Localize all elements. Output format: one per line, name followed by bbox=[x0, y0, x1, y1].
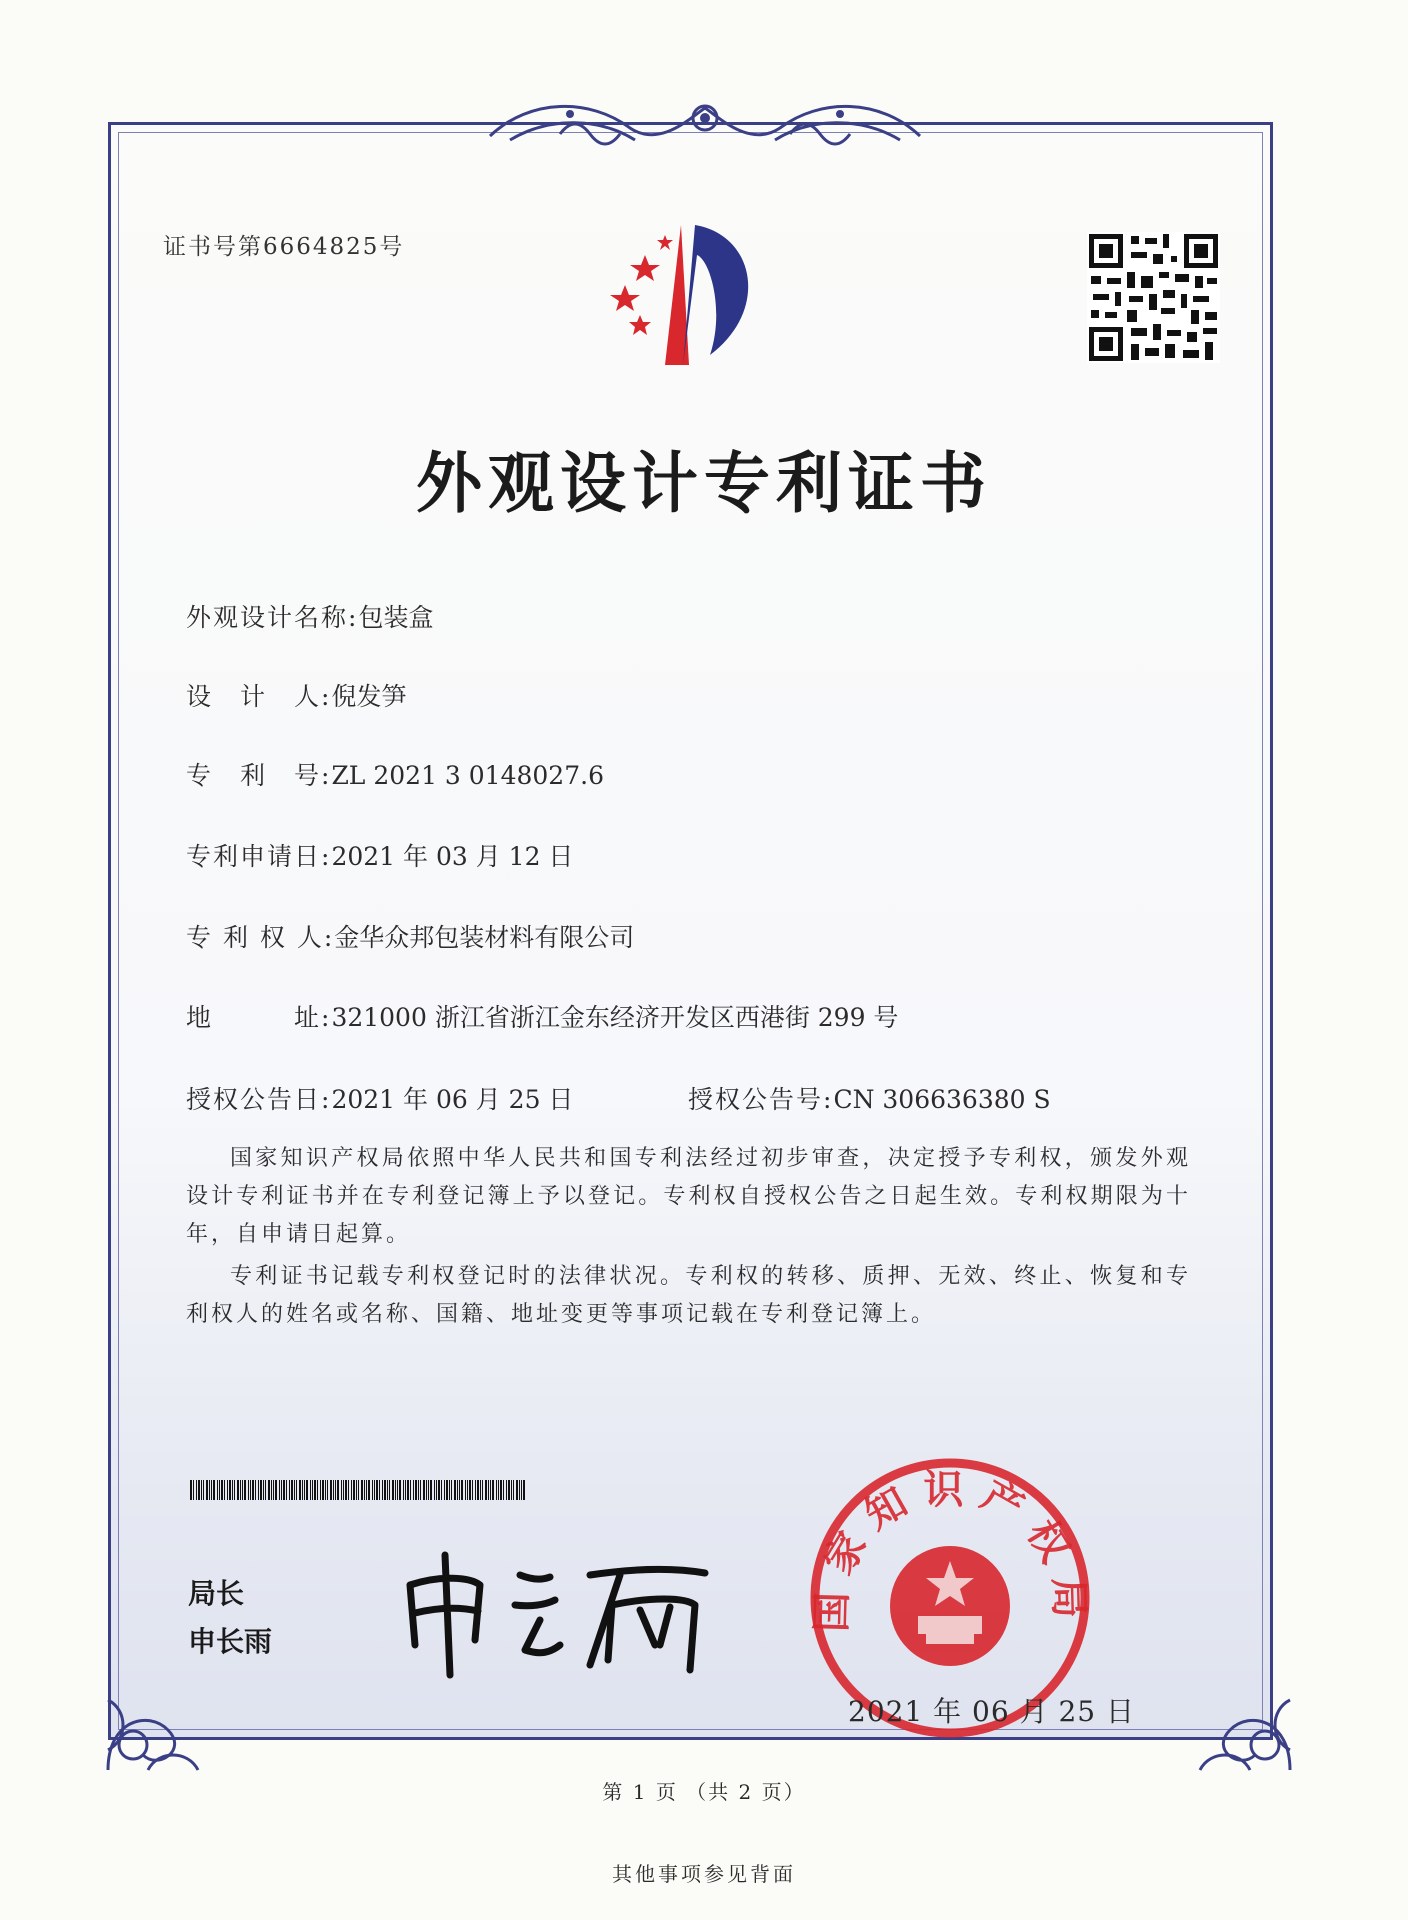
top-ornament bbox=[470, 88, 940, 168]
patentee-value: 金华众邦包装材料有限公司 bbox=[334, 923, 635, 952]
director-name: 申长雨 bbox=[188, 1625, 273, 1658]
field-design-name bbox=[186, 598, 433, 634]
paragraph-legal-status: 专利证书记载专利权登记时的法律状况。专利权的转移、质押、无效、终止、恢复和专利权人的姓名或名称、国籍、地址变更等事项记载在专利登记簿上。 bbox=[186, 1264, 1191, 1327]
design-name-value: 包装盒 bbox=[358, 603, 434, 632]
page-number: 第 1 页 （共 2 页） bbox=[602, 1780, 806, 1804]
grant-date-value: 2021 年 06 月 25 日 bbox=[331, 1085, 574, 1114]
field-designer bbox=[186, 677, 406, 713]
field-filing-date bbox=[186, 837, 573, 873]
field-patent-number bbox=[186, 756, 604, 792]
designer-value: 倪发笋 bbox=[331, 682, 407, 711]
field-address bbox=[186, 998, 898, 1034]
grant-number-label: 授权公告号: bbox=[688, 1085, 834, 1114]
certificate-number: 证书号第6664825号 bbox=[163, 234, 405, 260]
certificate-title: 外观设计专利证书 bbox=[416, 444, 992, 522]
address-value: 321000 浙江省浙江金东经济开发区西港街 299 号 bbox=[331, 1003, 899, 1032]
grant-number-value: CN 306636380 S bbox=[833, 1085, 1051, 1114]
patentee-label: 专 利 权 人: bbox=[186, 923, 335, 952]
qr-code bbox=[1087, 232, 1220, 363]
corner-ornament-bottom-left bbox=[88, 1640, 238, 1790]
patent-office-emblem bbox=[585, 215, 790, 375]
seal-date: 2021 年 06 月 25 日 bbox=[848, 1695, 1136, 1728]
field-patentee bbox=[186, 918, 634, 954]
corner-ornament-bottom-right bbox=[1160, 1640, 1310, 1790]
patent-number-value: ZL 2021 3 0148027.6 bbox=[331, 761, 604, 790]
director-signature bbox=[390, 1545, 720, 1680]
seal-text: 国家知识产权局 bbox=[808, 1467, 1093, 1633]
field-grant-date bbox=[186, 1080, 573, 1116]
field-grant-number bbox=[688, 1080, 1051, 1116]
designer-label: 设 计 人: bbox=[186, 682, 332, 711]
design-name-label: 外观设计名称: bbox=[186, 603, 359, 632]
barcode bbox=[190, 1480, 526, 1500]
address-label: 地 址: bbox=[186, 1003, 332, 1032]
patent-number-label: 专 利 号: bbox=[186, 761, 332, 790]
director-title: 局长 bbox=[188, 1577, 245, 1610]
footer-note: 其他事项参见背面 bbox=[612, 1862, 796, 1886]
grant-date-label: 授权公告日: bbox=[186, 1085, 332, 1114]
filing-date-label: 专利申请日: bbox=[186, 842, 332, 871]
paragraph-grant-statement: 国家知识产权局依照中华人民共和国专利法经过初步审查，决定授予专利权，颁发外观设计专利证书并在专利登记簿上予以登记。专利权自授权公告之日起生效。专利权期限为十年，自申请日起算。 bbox=[186, 1146, 1191, 1247]
filing-date-value: 2021 年 03 月 12 日 bbox=[331, 842, 574, 871]
